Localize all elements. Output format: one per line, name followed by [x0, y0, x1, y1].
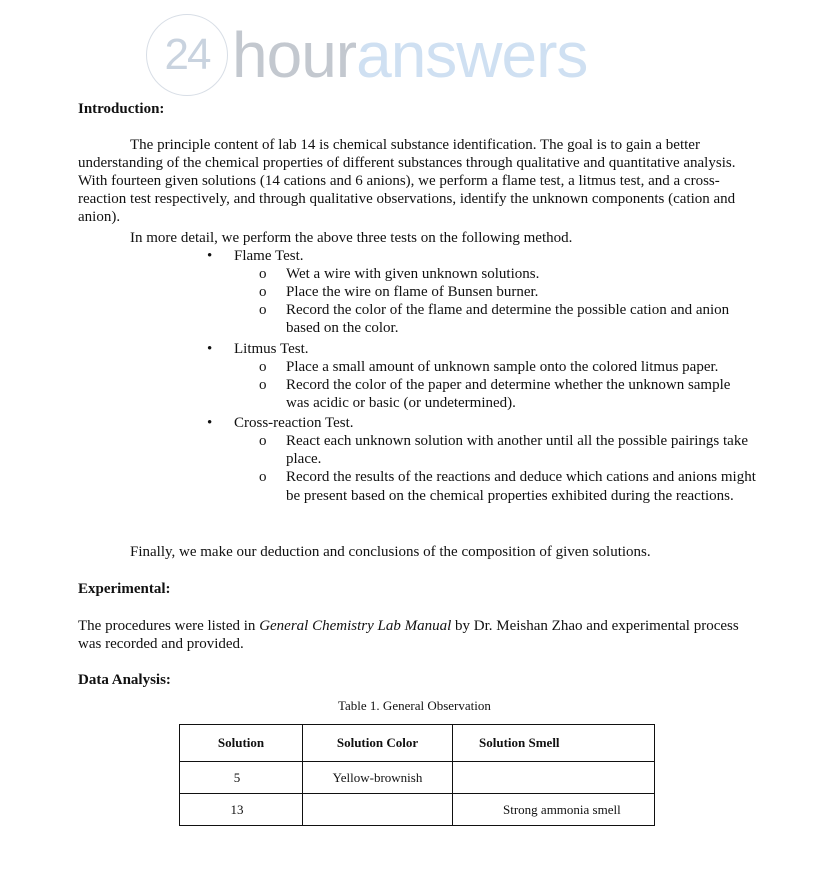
experimental-heading: Experimental:	[78, 581, 171, 597]
test-flame: • Flame Test.	[205, 247, 765, 265]
introduction-heading: Introduction:	[78, 101, 165, 117]
test-step: o Wet a wire with given unknown solutions.	[259, 266, 540, 282]
table-cell: 13	[180, 794, 303, 826]
circle-bullet-icon: o	[259, 377, 267, 393]
watermark-logo	[146, 12, 587, 98]
introduction-paragraph: The principle content of lab 14 is chemical substance identification. The goal is to gain a better understanding of the chemical properties of different substances through qualitative and quantitative analysis. With fourteen given solutions (14 cations and 6 anions), we perform a flame test, a litmus test, and a cross-reaction test respectively, and through qualitative observations, identify the unknown components (cation and anion).	[78, 137, 736, 225]
book-title: General Chemistry Lab Manual	[259, 618, 452, 634]
table-cell	[303, 794, 453, 826]
table-cell: 5	[180, 762, 303, 794]
watermark-text-answers: answers	[356, 19, 588, 91]
table-header-row	[180, 725, 655, 762]
observation-table	[179, 724, 655, 826]
test-cross-reaction: • Cross-reaction Test.	[205, 414, 765, 432]
circle-bullet-icon: o	[259, 266, 267, 282]
watermark-text-hour: hour	[232, 19, 357, 91]
watermark-number: 24	[164, 30, 210, 79]
test-list-litmus	[205, 340, 765, 412]
column-header-solution: Solution	[180, 725, 303, 762]
table-row	[180, 794, 655, 826]
circle-bullet-icon: o	[259, 302, 267, 318]
watermark-circle	[146, 14, 228, 96]
table-caption: Table 1. General Observation	[338, 698, 491, 713]
test-litmus: • Litmus Test.	[205, 340, 765, 358]
data-analysis-heading: Data Analysis:	[78, 672, 171, 688]
test-list-cross-reaction	[205, 414, 765, 506]
experimental-paragraph: The procedures were listed in General Chemistry Lab Manual by Dr. Meishan Zhao and experimental process was recorded and provided.	[78, 618, 739, 652]
test-step: o Record the color of the paper and determine whether the unknown sample was acidic or basic (or undetermined).	[259, 377, 731, 411]
finally-paragraph: Finally, we make our deduction and conclusions of the composition of given solutions.	[130, 544, 651, 560]
circle-bullet-icon: o	[259, 359, 267, 375]
test-step: o Place a small amount of unknown sample onto the colored litmus paper.	[259, 359, 719, 375]
circle-bullet-icon: o	[259, 433, 267, 449]
method-intro: In more detail, we perform the above three tests on the following method.	[130, 230, 573, 246]
column-header-smell: Solution Smell	[453, 725, 655, 762]
test-step: o Place the wire on flame of Bunsen burner.	[259, 284, 539, 300]
test-step: o Record the color of the flame and determine the possible cation and anion based on the color.	[259, 302, 730, 336]
column-header-color: Solution Color	[303, 725, 453, 762]
table-row	[180, 762, 655, 794]
test-step: o Record the results of the reactions and deduce which cations and anions might be present based on the chemical properties exhibited during the reactions.	[259, 469, 756, 504]
circle-bullet-icon: o	[259, 284, 267, 300]
table-cell: Yellow-brownish	[303, 762, 453, 794]
test-list-flame	[205, 247, 765, 337]
circle-bullet-icon: o	[259, 469, 267, 485]
test-step: o React each unknown solution with another until all the possible pairings take place.	[259, 433, 748, 467]
table-cell	[453, 762, 655, 794]
table-cell: Strong ammonia smell	[453, 794, 655, 826]
